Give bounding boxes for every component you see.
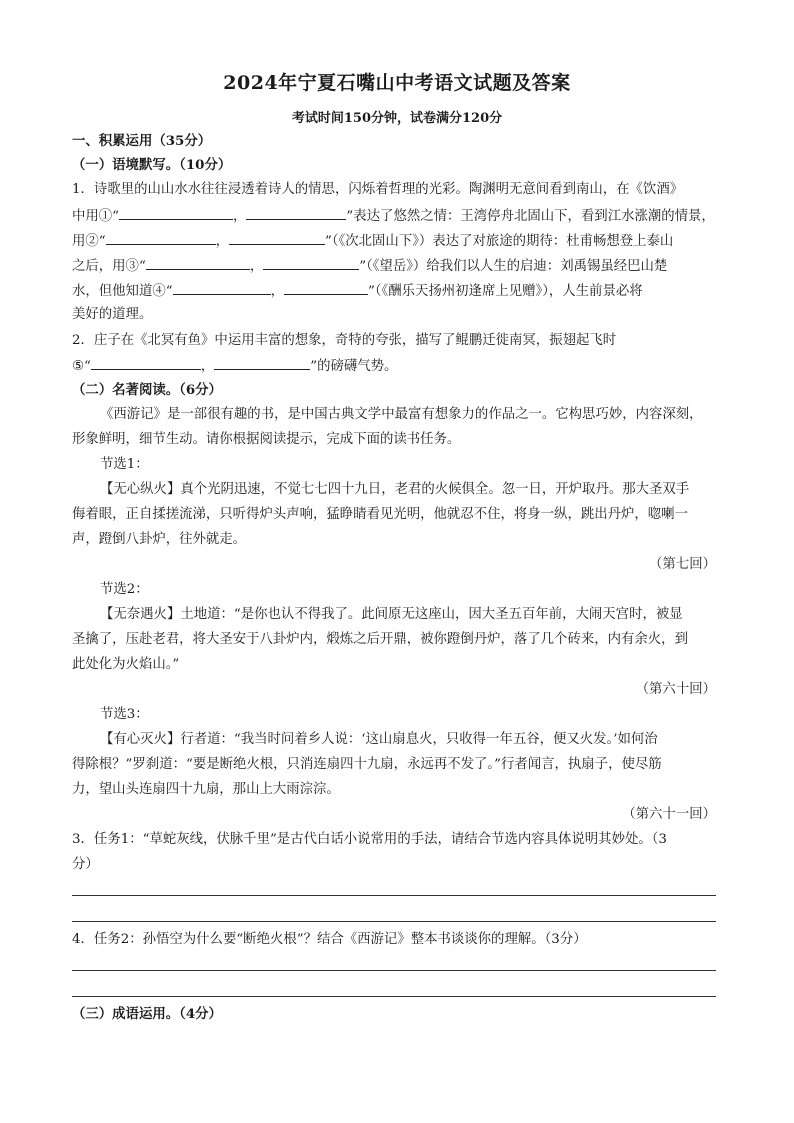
q2-line-2 — [72, 355, 722, 377]
q1-comma: ， — [215, 234, 230, 249]
q1-line-5-start: 水，但他知道④“ — [72, 284, 173, 299]
answer-blank-2b[interactable] — [229, 230, 325, 245]
answer-blank-5b[interactable] — [214, 355, 310, 370]
excerpt-1-source: （第七回） — [649, 557, 716, 572]
exam-info: 考试时间150分钟，试卷满分120分 — [291, 111, 503, 126]
q3-line-1: 3．任务1：“草蛇灰线，伏脉千里”是古代白话小说常用的手法，请结合节选内容具体说明其妙处。（3 — [72, 832, 667, 847]
q3-line-2: 分） — [72, 857, 99, 872]
q2-line-1: 2．庄子在《北冥有鱼》中运用丰富的想象，奇特的夸张，描写了鲲鹏迁徙南冥，振翅起飞时 — [72, 333, 617, 348]
q2-line-2-start: ⑤“ — [72, 359, 91, 374]
answer-blank-3b[interactable] — [263, 255, 359, 270]
q1-line-5-end: ”（《酬乐天扬州初逢席上见赠》），人生前景必将 — [367, 284, 643, 299]
q1-line-2 — [72, 205, 722, 227]
excerpt-1-line-1: 【无心纵火】真个光阴迅速，不觉七七四十九日，老君的火候俱全。忽一日，开炉取丹。那大圣双手 — [100, 482, 690, 497]
excerpt-2-label: 节选2： — [100, 582, 149, 597]
section-heading-1: 一、积累运用（35分） — [72, 133, 212, 149]
q1-line-3-end: ”（《次北固山下》）表达了对旅途的期待：杜甫畅想登上泰山 — [325, 234, 674, 249]
q1-line-3-start: 用②“ — [72, 234, 106, 249]
q1-line-6: 美好的道理。 — [72, 307, 153, 322]
answer-blank-4a[interactable] — [173, 280, 271, 295]
answer-blank-2a[interactable] — [106, 230, 216, 245]
intro-line-1: 《西游记》是一部很有趣的书，是中国古典文学中最富有想象力的作品之一。它构思巧妙，内容深刻， — [100, 407, 703, 422]
answer-blank-1a[interactable] — [119, 205, 233, 220]
excerpt-3-line-2: 得除根？”罗刹道：“要是断绝火根，只消连扇四十九扇，永远再不发了。”行者闻言，执扇子，使尽筋 — [72, 757, 662, 772]
excerpt-2-line-2: 圣擒了，压赴老君，将大圣安于八卦炉内，煅炼之后开鼎，被你蹬倒丹炉，落了几个砖来，内有余火，到 — [72, 632, 688, 647]
q1-line-2-end: ”表达了悠然之情：王湾停舟北固山下，看到江水涨潮的情景， — [346, 209, 715, 224]
q2-comma: ， — [200, 359, 215, 374]
answer-blank-1b[interactable] — [246, 205, 346, 220]
q1-comma: ， — [233, 209, 247, 224]
part-heading-3: （三）成语运用。（4分） — [72, 1006, 222, 1022]
q1-line-3 — [72, 230, 722, 252]
part-heading-2: （二）名著阅读。（6分） — [72, 382, 222, 398]
excerpt-1-label: 节选1： — [100, 457, 149, 472]
excerpt-2-line-3: 此处化为火焰山。” — [72, 657, 180, 672]
q1-line-4 — [72, 255, 722, 277]
q1-line-4-end: ”（《望岳》）给我们以人生的启迪：刘禹锡虽经巴山楚 — [359, 259, 668, 274]
excerpt-3-line-3: 力，望山头连扇四十九扇，那山上大雨淙淙。 — [72, 782, 340, 797]
q1-line-1: 1．诗歌里的山山水水往往浸透着诗人的情思，闪烁着哲理的光彩。陶渊明无意间看到南山，在《饮酒》 — [72, 182, 684, 197]
q4-text: 4．任务2：孙悟空为什么要“断绝火根”？结合《西游记》整本书谈谈你的理解。（3分） — [72, 932, 587, 947]
q1-comma: ， — [249, 259, 264, 274]
page-title: 2024年宁夏石嘴山中考语文试题及答案 — [223, 72, 571, 94]
part-heading-1: （一）语境默写。（10分） — [72, 157, 232, 173]
excerpt-2-line-1: 【无奈遇火】土地道：“是你也认不得我了。此间原无这座山，因大圣五百年前，大闹天宫时，被显 — [100, 607, 683, 622]
q1-line-2-start: 中用①“ — [72, 209, 120, 224]
answer-blank-5a[interactable] — [91, 355, 201, 370]
intro-line-2: 形象鲜明，细节生动。请你根据阅读提示，完成下面的读书任务。 — [72, 432, 461, 447]
excerpt-1-line-2: 侮着眼，正自揉搓流涕，只听得炉头声响，猛睁睛看见光明，他就忍不住，将身一纵，跳出丹炉，唿喇一 — [72, 507, 688, 522]
answer-blank-4b[interactable] — [284, 280, 368, 295]
q2-line-2-end: ”的磅礴气势。 — [310, 359, 398, 374]
answer-line-q4-1[interactable] — [72, 970, 716, 971]
excerpt-3-source: （第六十一回） — [622, 807, 716, 822]
answer-blank-3a[interactable] — [146, 255, 250, 270]
q1-line-5 — [72, 280, 722, 302]
answer-line-q4-2[interactable] — [72, 996, 716, 997]
q1-line-4-start: 之后，用③“ — [72, 259, 146, 274]
excerpt-2-source: （第六十回） — [635, 682, 716, 697]
q1-comma: ， — [270, 284, 284, 299]
excerpt-3-label: 节选3： — [100, 707, 149, 722]
answer-line-q3-1[interactable] — [72, 895, 716, 896]
excerpt-1-line-3: 声，蹬倒八卦炉，往外就走。 — [72, 532, 247, 547]
excerpt-3-line-1: 【有心灭火】行者道：“我当时问着乡人说：‘这山扇息火，只收得一年五谷，便又火发。’如何治 — [100, 732, 658, 747]
answer-line-q3-2[interactable] — [72, 921, 716, 922]
